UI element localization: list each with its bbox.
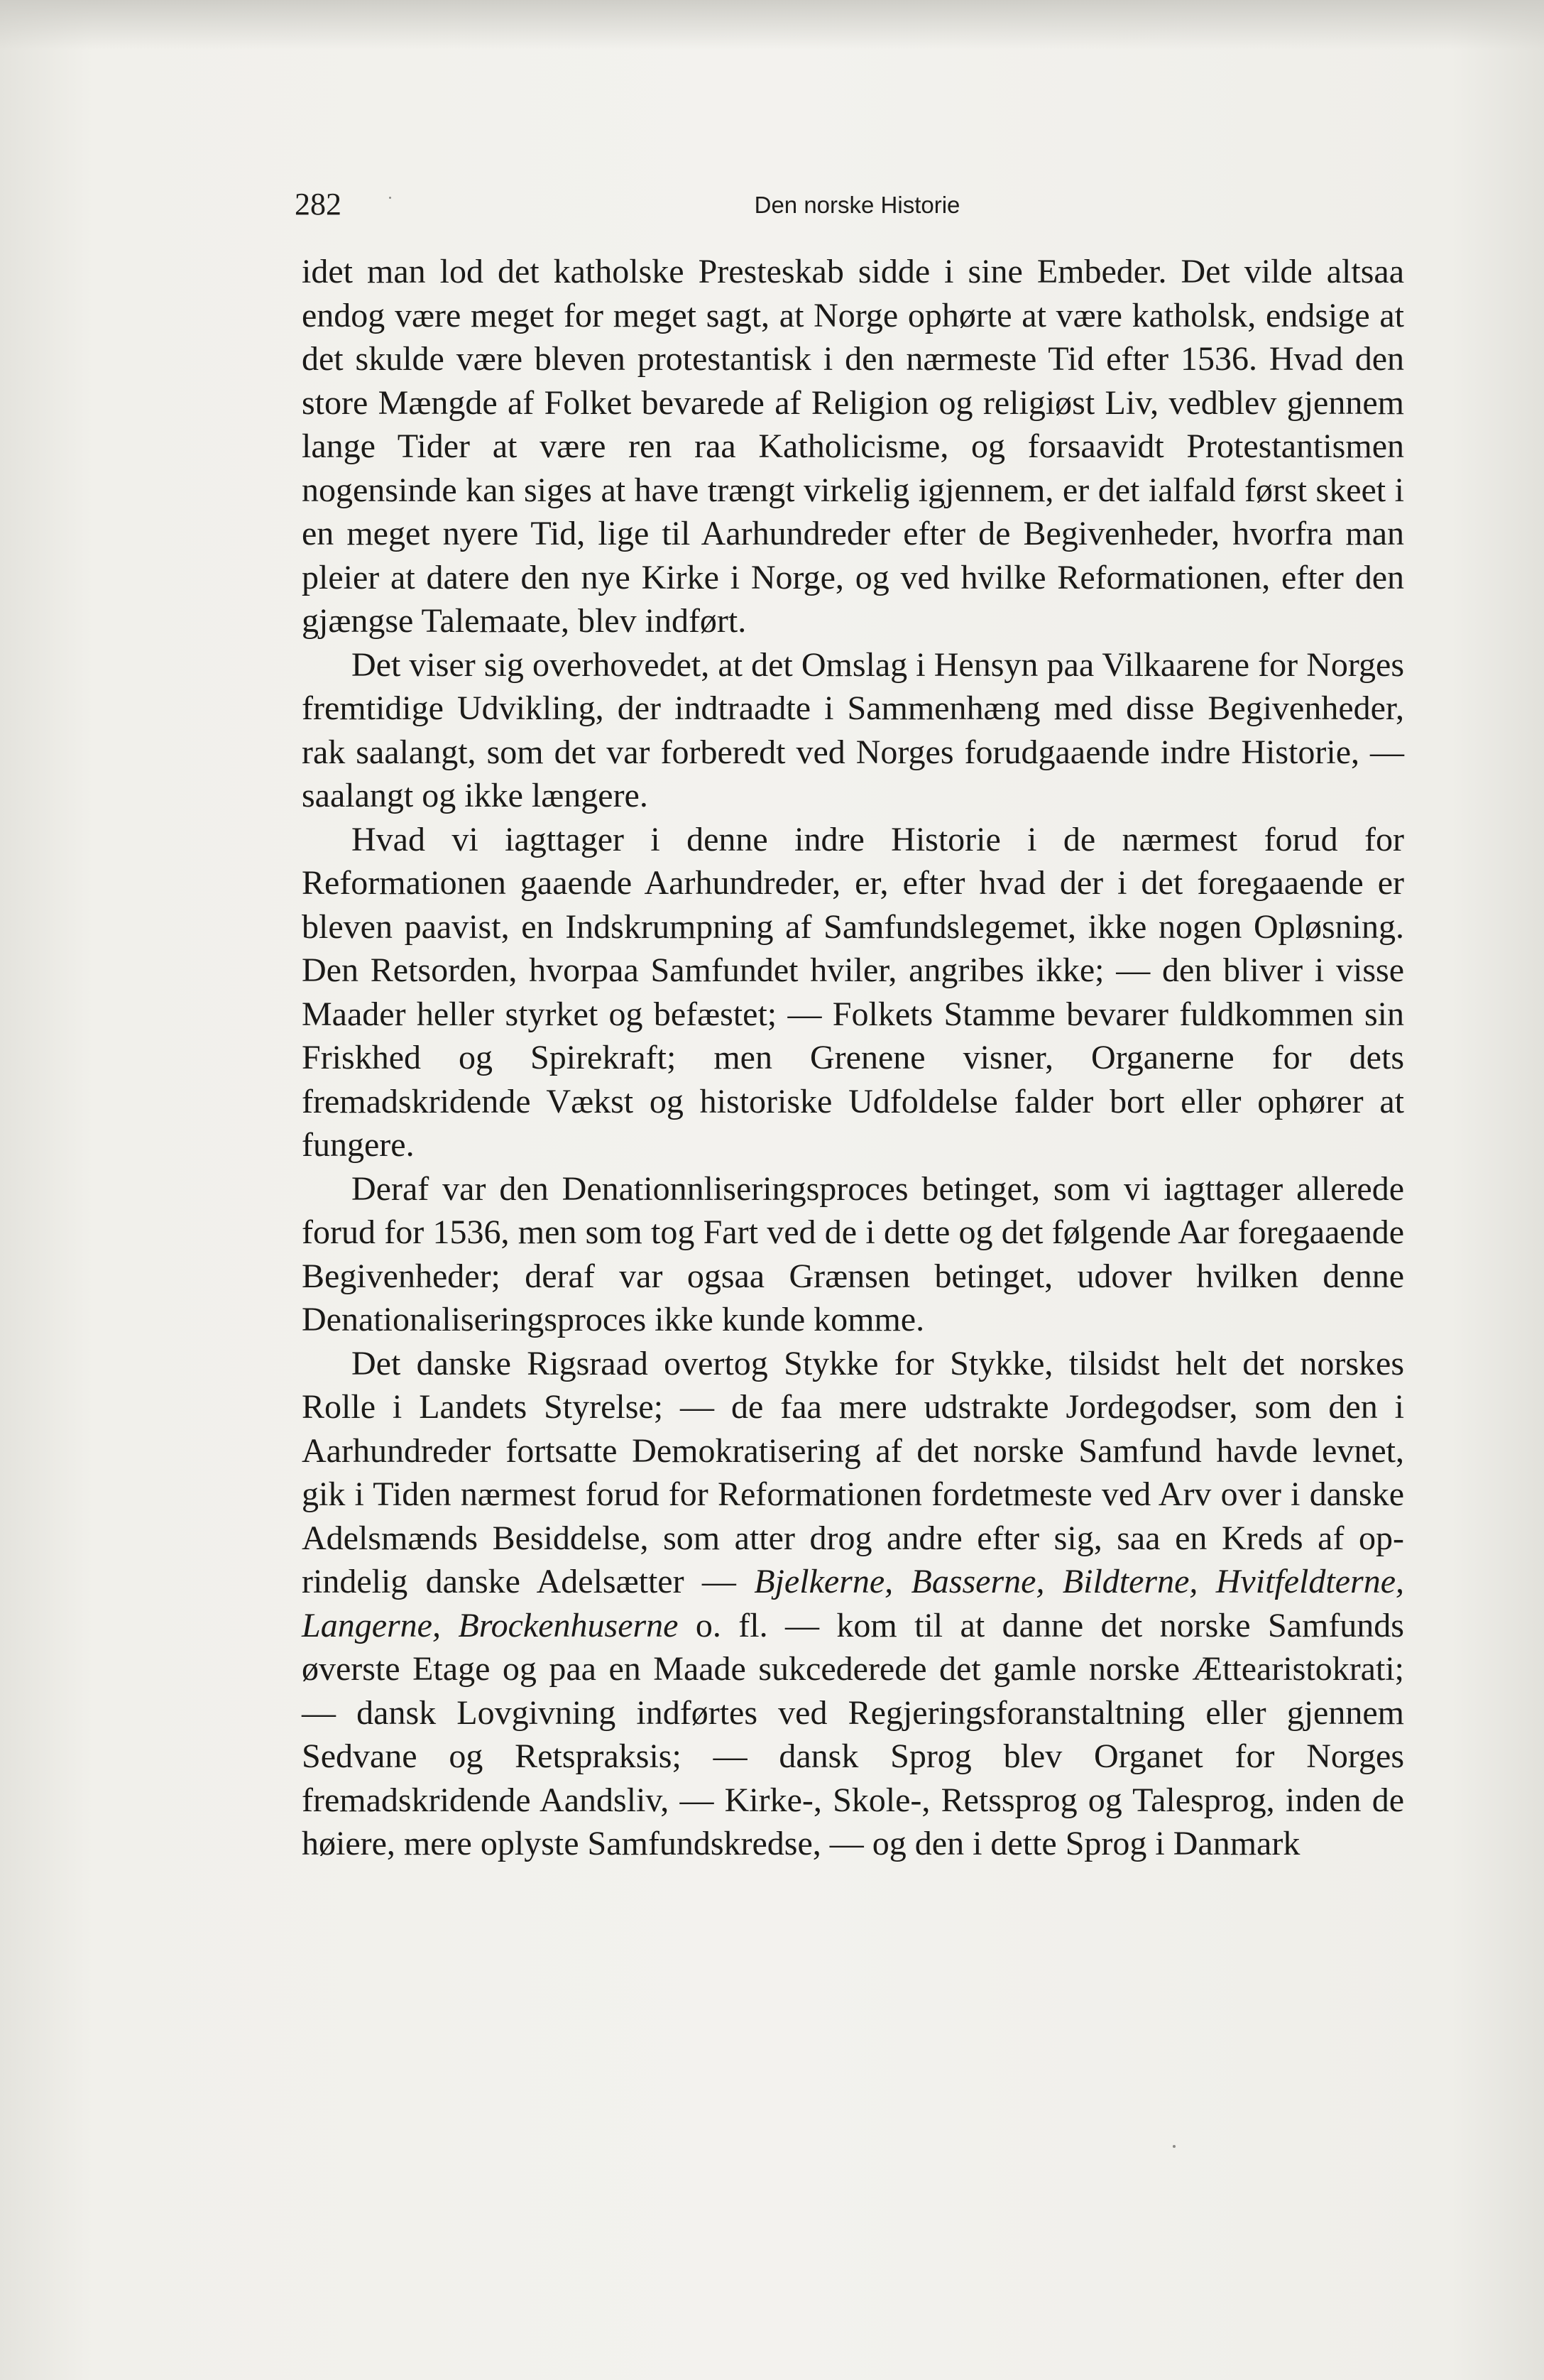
scan-edge-shadow <box>0 0 1544 50</box>
paragraph-5 <box>302 1342 1404 1866</box>
page-header <box>295 186 1420 229</box>
paragraph-3: Hvad vi iagttager i denne indre Historie i de nærmest forud for Reformationen gaaende Aarhundreder, er, efter hvad der i det foregaaende er bleven paavist, en Indskrumpning af Samfundslegemet, ikke nogen Opløsning. Den Retsorden, hvorpaa Samfundet hviler, angribes ikke; — den bliver i visse Maader heller styrket og befæstet; — Folkets Stamme bevarer fuldkommen sin Friskhed og Spirekraft; men Grenene visner, Organerne for dets fremadskridende Vækst og historiske Udfoldelse falder bort eller ophører at fungere. <box>302 820 1404 1164</box>
italic-family-names: Bjelkerne, Basserne, Bildterne, Hvitfeldterne, Langerne, Brockenhuserne <box>302 1563 1405 1644</box>
paragraph-5-text-end: o. fl. — kom til at danne det norske Samfunds øverste Etage og paa en Maade sukcederede det gamle norske Ættearistokrati; — dansk Lovgivning indførtes ved Regjeringsforanstaltning eller gjennem Sedvane og Retspraksis; — dansk Sprog blev Organet for Norges fremadskridende Aandsliv, — Kirke-, Skole-, Retssprog og Talesprog, inden de høiere, mere oplyste Samfundskredse, — og den i dette Sprog i Danmark <box>302 1606 1404 1862</box>
paragraph-1: idet man lod det katholske Presteskab sidde i sine Embeder. Det vilde altsaa endog være meget for meget sagt, at Norge ophørte at være katholsk, endsige at det skulde være bleven protestantisk i den nærmeste Tid efter 1536. Hvad den store Mængde af Folket bevarede af Religion og religiøst Liv, vedblev gjennem lange Tider at være ren raa Katholicisme, og forsaavidt Protestantismen nogensinde kan siges at have trængt virkelig igjennem, er det ialfald først skeet i en meget nyere Tid, lige til Aarhundreder efter de Begivenheder, hvorfra man pleier at datere den nye Kirke i Norge, og ved hvilke Reformationen, efter den gjængse Talemaate, blev indført. <box>302 253 1404 640</box>
paragraph-2: Det viser sig overhovedet, at det Omslag i Hensyn paa Vilkaarene for Norges fremtidige Udvikling, der indtraadte i Sammenhæng med disse Begivenheder, rak saalangt, som det var forberedt ved Norges forudgaaende indre Historie, — saalangt og ikke længere. <box>302 645 1404 814</box>
paragraph-4: Deraf var den Denationnliseringsproces betinget, som vi iagttager allerede forud for 1536, men som tog Fart ved de i dette og det følgende Aar foregaaende Begivenheder; deraf var ogsaa Grænsen betinget, udover hvilken denne Denationaliseringsproces ikke kunde komme. <box>302 1169 1404 1338</box>
running-title: Den norske Historie <box>754 192 960 218</box>
paragraph-5-text-start: Det danske Rigsraad overtog Stykke for Stykke, tilsidst helt det norskes Rolle i Landets Styrelse; — de faa mere udstrakte Jordegodser, som den i Aarhundreder fortsatte Demokratisering af det norske Samfund havde levnet, gik i Tiden nærmest forud for Reformationen fordetmeste ved Arv over i danske Adelsmænds Besiddelse, som atter drog andre efter sig, saa en Kreds af oprindelig danske Adelsætter — <box>302 1344 1404 1600</box>
body-text <box>302 250 1404 1866</box>
paper-speck <box>389 197 391 199</box>
paper-speck <box>1173 2145 1176 2148</box>
page-number: 282 <box>295 187 341 222</box>
